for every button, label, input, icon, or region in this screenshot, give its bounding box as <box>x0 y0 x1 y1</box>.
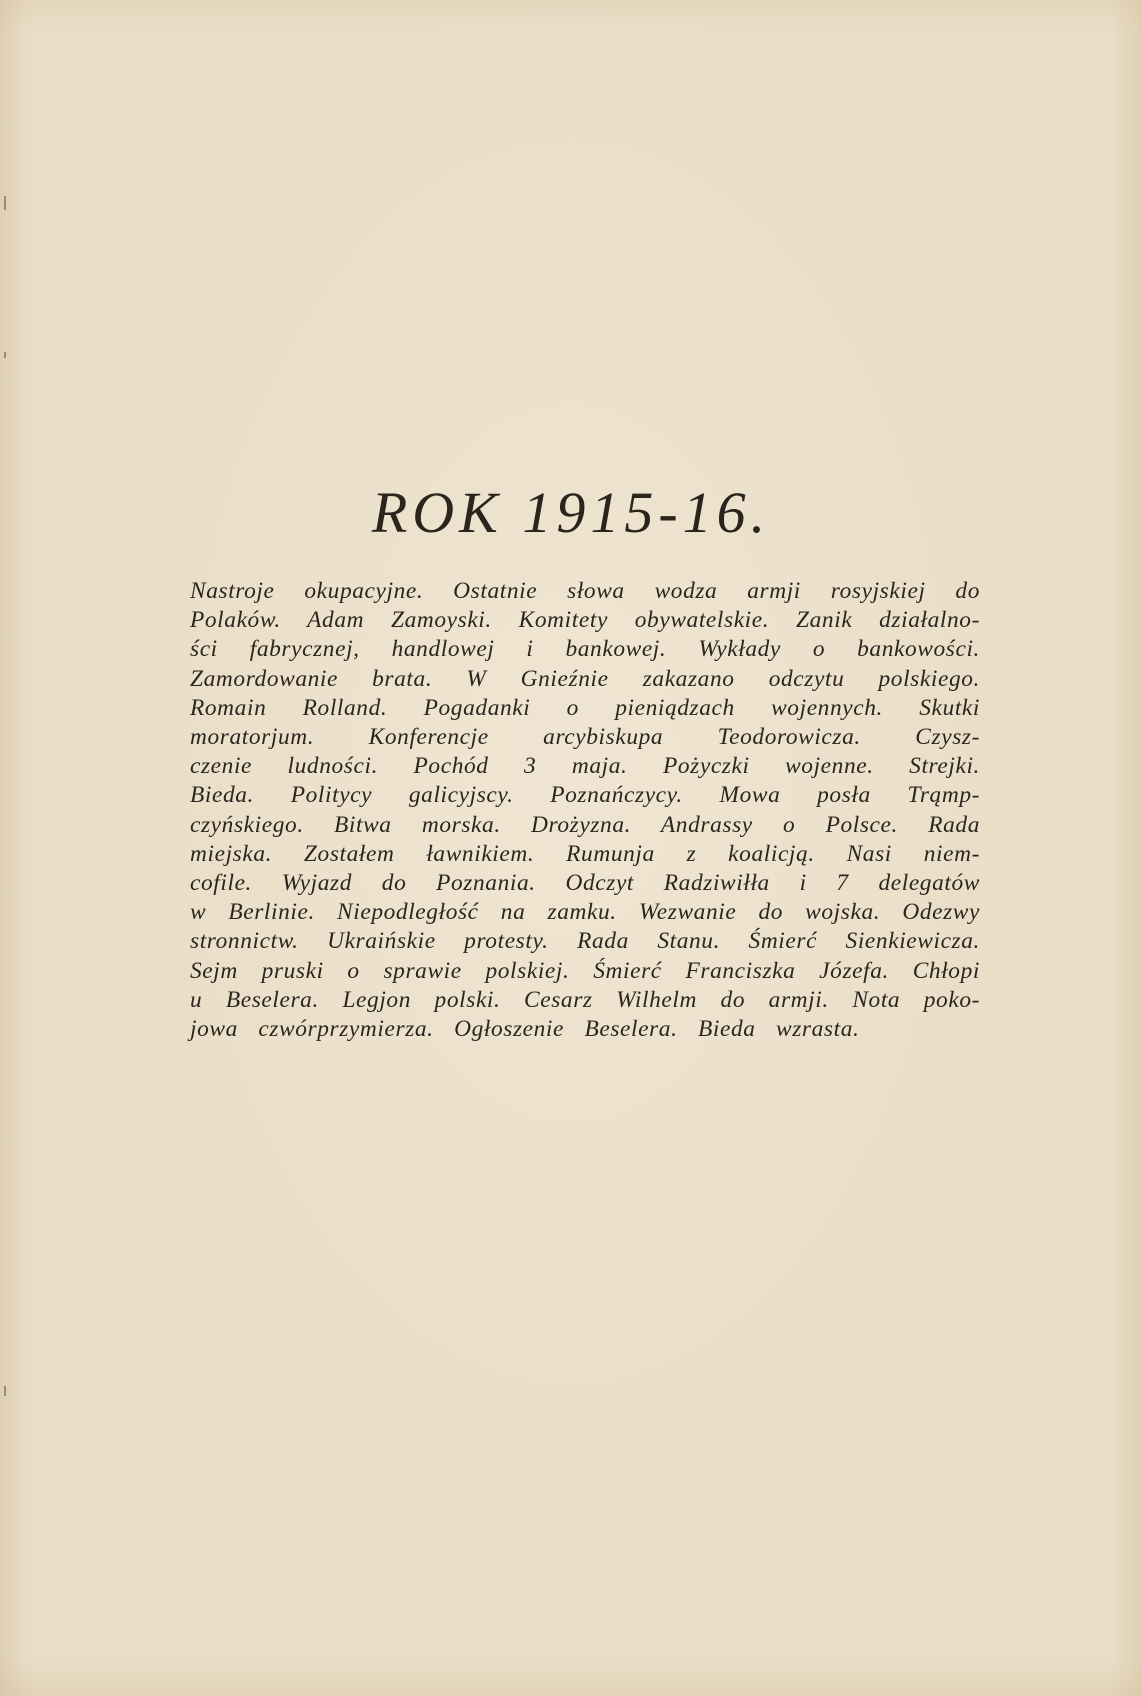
summary-line: Nastroje okupacyjne. Ostatnie słowa wodza armji rosyjskiej do <box>190 578 980 604</box>
summary-line: u Beselera. Legjon polski. Cesarz Wilhelm do armji. Nota poko- <box>190 986 980 1013</box>
summary-line: Zamordowanie brata. W Gnieźnie zakazano odczytu polskiego. <box>190 665 980 692</box>
summary-line: cofile. Wyjazd do Poznania. Odczyt Radziwiłła i 7 delegatów <box>190 870 980 897</box>
page-edge-mark <box>4 1386 6 1396</box>
summary-line: moratorjum. Konferencje arcybiskupa Teodorowicza. Czysz- <box>190 724 980 751</box>
summary-line: jowa czwórprzymierza. Ogłoszenie Beselera. Bieda wzrasta. <box>190 1016 860 1043</box>
summary-line: stronnictw. Ukraińskie protesty. Rada Stanu. Śmierć Sienkiewicza. <box>190 928 980 955</box>
summary-line: Sejm pruski o sprawie polskiej. Śmierć Franciszka Józefa. Chłopi <box>190 957 980 984</box>
summary-line: w Berlinie. Niepodległość na zamku. Wezwanie do wojska. Odezwy <box>190 899 980 926</box>
page-edge-mark <box>4 196 6 210</box>
summary-line: ści fabrycznej, handlowej i bankowej. Wykłady o bankowości. <box>190 636 980 663</box>
chapter-summary <box>190 577 980 1044</box>
page-edge-mark <box>4 352 6 358</box>
summary-line: Bieda. Politycy galicyjscy. Poznańczycy. Mowa posła Trąmp- <box>190 782 980 809</box>
summary-line: miejska. Zostałem ławnikiem. Rumunja z koalicją. Nasi niem- <box>190 840 980 867</box>
summary-line: czenie ludności. Pochód 3 maja. Pożyczki wojenne. Strejki. <box>190 753 980 780</box>
summary-line: Romain Rolland. Pogadanki o pieniądzach wojennych. Skutki <box>190 694 980 721</box>
summary-line: Polaków. Adam Zamoyski. Komitety obywatelskie. Zanik działalno- <box>190 607 980 634</box>
chapter-title: ROK 1915-16. <box>371 480 771 545</box>
summary-line: czyńskiego. Bitwa morska. Drożyzna. Andrassy o Polsce. Rada <box>190 811 980 838</box>
